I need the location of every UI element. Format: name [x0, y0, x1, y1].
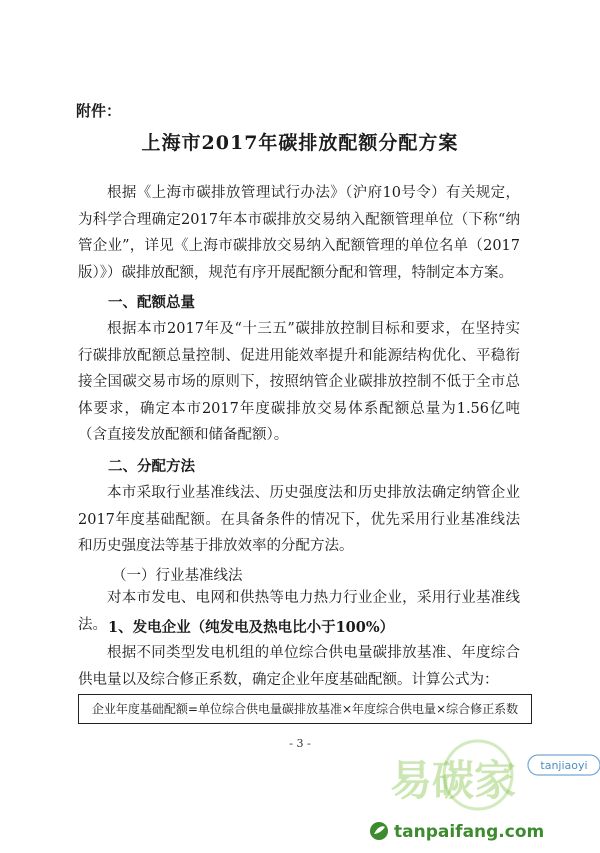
section-1-heading: 一、配额总量 — [108, 294, 195, 311]
watermark-pinyin: tanjiaoyi — [540, 759, 588, 772]
item-1-body: 根据不同类型发电机组的单位综合供电量碳排放基准、年度综合供电量以及综合修正系数，确定企业年度基础配额。计算公式为： — [78, 645, 520, 688]
attachment-label: 附件： — [76, 102, 122, 120]
item-1-heading: 1、发电企业（纯发电及热电比小于100%） — [108, 619, 395, 636]
watermark-cn-text: 易碳家 — [390, 756, 517, 805]
subsection-1-heading: （一）行业基准线法 — [112, 568, 243, 584]
document-title: 上海市2017年碳排放配额分配方案 — [141, 132, 459, 154]
section-1-body: 根据本市2017年及“十三五”碳排放控制目标和要求，在坚持实行碳排放配额总量控制、促进用能效率提升和能源结构优化、平稳衔接全国碳交易市场的原则下，按照纳管企业碳排放控制不低于全市总体要求，确定本市2017年度碳排放交易体系配额总量为1.56亿吨（含直接发放配额和储备配额）。 — [78, 321, 520, 443]
intro-paragraph: 根据《上海市碳排放管理试行办法》（沪府10号令）有关规定，为科学合理确定2017年本市碳排放交易纳入配额管理单位（下称“纳管企业”，详见《上海市碳排放交易纳入配额管理的单位名单（2017版）》）碳排放配额，规范有序开展配额分配和管理，特制定本方案。 — [78, 185, 520, 281]
section-2-heading: 二、分配方法 — [108, 458, 195, 475]
watermark-domain: tanpaifang.com — [394, 822, 545, 842]
subsection-1-body: 对本市发电、电网和供热等电力热力行业企业，采用行业基准线法。 — [78, 590, 520, 633]
watermark-logo — [360, 729, 600, 849]
page-number: - 3 - — [289, 737, 311, 750]
watermark-graphic — [360, 729, 600, 849]
section-2-body: 本市采取行业基准线法、历史强度法和历史排放法确定纳管企业2017年度基础配额。在具备条件的情况下，优先采用行业基准线法和历史强度法等基于排放效率的分配方法。 — [78, 485, 520, 554]
formula-box: 企业年度基础配额=单位综合供电量碳排放基准×年度综合供电量×综合修正系数 — [78, 694, 532, 724]
